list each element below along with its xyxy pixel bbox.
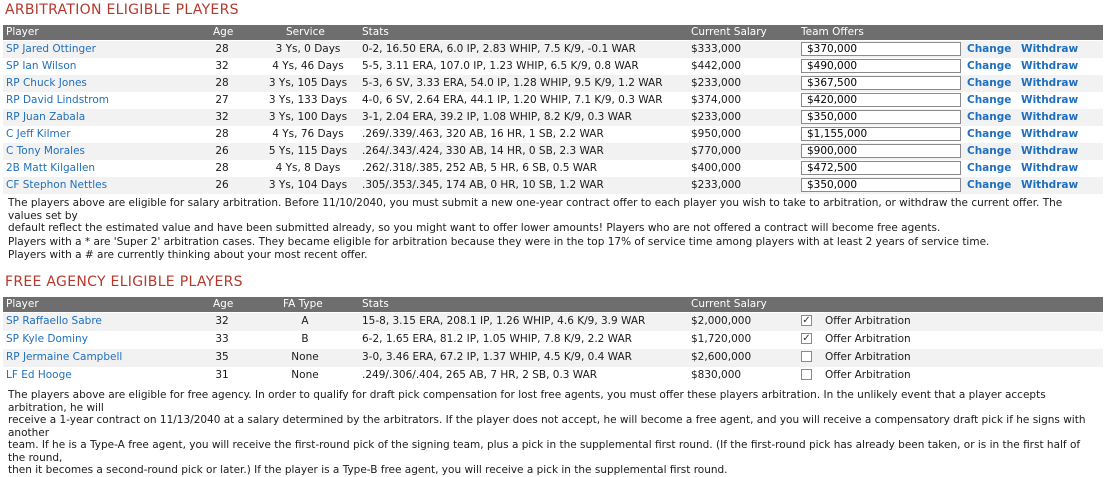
free-agency-note-line: receive a 1-year contract on 11/13/2040 at a salary determined by the arbitrators. If the player does not accept, he will become a free agent, and you will receive a compensatory draft pick if he signs with another [8, 414, 1086, 439]
player-age: 33 [215, 333, 229, 345]
change-offer-link[interactable]: Change [967, 128, 1012, 140]
change-offer-link[interactable]: Change [967, 162, 1012, 174]
withdraw-offer-link[interactable]: Withdraw [1021, 111, 1079, 123]
col-stats[interactable]: Stats [362, 298, 389, 310]
super2-note [8, 236, 1098, 261]
player-service: 4 Ys, 8 Days [275, 162, 341, 174]
col-team-offers[interactable]: Team Offers [801, 26, 864, 38]
arbitration-note-line: The players above are eligible for salary arbitration. Before 11/10/2040, you must submit a new one-year contract offer to each player you wish to take to arbitration, or withdraw the current offer. The values set by [8, 197, 1063, 222]
super2-note-line: Players with a * are 'Super 2' arbitration cases. They became eligible for arbitration because they were in the top 17% of service time among players with at least 2 years of service time. [8, 236, 990, 248]
player-service: 4 Ys, 76 Days [272, 128, 344, 140]
current-salary: $400,000 [691, 162, 742, 174]
free-agency-note-line: then it becomes a second-round pick or later.) If the player is a Type-B free agent, you will receive a pick in the supplemental first round. [8, 464, 728, 476]
fa-type: B [301, 333, 309, 345]
free-agency-note [8, 389, 1098, 477]
change-offer-link[interactable]: Change [967, 94, 1012, 106]
player-stats: .249/.306/.404, 265 AB, 7 HR, 2 SB, 0.3 WAR [362, 369, 598, 381]
change-offer-link[interactable]: Change [967, 145, 1012, 157]
current-salary: $233,000 [691, 111, 742, 123]
team-offer-input[interactable] [801, 93, 961, 107]
withdraw-offer-link[interactable]: Withdraw [1021, 77, 1079, 89]
withdraw-offer-link[interactable]: Withdraw [1021, 94, 1079, 106]
player-age: 26 [215, 145, 229, 157]
arbitration-section-title: ARBITRATION ELIGIBLE PLAYERS [5, 2, 239, 18]
free-agency-section-title: FREE AGENCY ELIGIBLE PLAYERS [5, 274, 243, 290]
player-service: 3 Ys, 0 Days [275, 43, 341, 55]
player-age: 27 [215, 94, 229, 106]
player-service: 4 Ys, 46 Days [272, 60, 344, 72]
current-salary: $233,000 [691, 77, 742, 89]
arbitration-row [3, 109, 1103, 126]
current-salary: $2,000,000 [691, 315, 752, 327]
current-salary: $374,000 [691, 94, 742, 106]
free-agent-row [3, 349, 1103, 367]
team-offer-input[interactable] [801, 127, 961, 141]
change-offer-link[interactable]: Change [967, 77, 1012, 89]
current-salary: $830,000 [691, 369, 742, 381]
col-stats[interactable]: Stats [362, 26, 389, 38]
player-stats: 0-2, 16.50 ERA, 6.0 IP, 2.83 WHIP, 7.5 K/9, -0.1 WAR [362, 43, 636, 55]
arbitration-note [8, 197, 1098, 235]
player-name-link[interactable]: RP Chuck Jones [6, 77, 87, 89]
col-age[interactable]: Age [213, 298, 234, 310]
player-service: 3 Ys, 133 Days [268, 94, 348, 106]
current-salary: $1,720,000 [691, 333, 752, 345]
offer-arbitration-checkbox[interactable] [801, 351, 812, 362]
offer-arbitration-label[interactable]: Offer Arbitration [825, 351, 911, 363]
player-service: 5 Ys, 115 Days [268, 145, 348, 157]
col-service[interactable]: Service [286, 26, 325, 38]
player-name-link[interactable]: RP Jermaine Campbell [6, 351, 123, 363]
offer-arbitration-checkbox[interactable]: ✓ [802, 315, 811, 326]
player-age: 32 [215, 60, 229, 72]
col-player[interactable]: Player [6, 298, 39, 310]
team-offer-input[interactable] [801, 59, 961, 73]
change-offer-link[interactable]: Change [967, 43, 1012, 55]
free-agent-row [3, 331, 1103, 349]
withdraw-offer-link[interactable]: Withdraw [1021, 60, 1079, 72]
player-age: 28 [215, 77, 229, 89]
fa-type: None [291, 369, 319, 381]
player-name-link[interactable]: C Jeff Kilmer [6, 128, 71, 140]
player-service: 3 Ys, 105 Days [268, 77, 348, 89]
player-name-link[interactable]: CF Stephon Nettles [6, 179, 108, 191]
player-service: 3 Ys, 104 Days [268, 179, 348, 191]
col-salary[interactable]: Current Salary [691, 298, 767, 310]
player-stats: 4-0, 6 SV, 2.64 ERA, 44.1 IP, 1.20 WHIP, 7.1 K/9, 0.3 WAR [362, 94, 663, 106]
player-name-link[interactable]: LF Ed Hooge [6, 369, 72, 381]
fa-type: None [291, 351, 319, 363]
player-stats: 15-8, 3.15 ERA, 208.1 IP, 1.26 WHIP, 4.6 K/9, 3.9 WAR [362, 315, 646, 327]
change-offer-link[interactable]: Change [967, 179, 1012, 191]
arbitration-row [3, 143, 1103, 160]
player-stats: 6-2, 1.65 ERA, 81.2 IP, 1.05 WHIP, 7.8 K/9, 2.2 WAR [362, 333, 632, 345]
withdraw-offer-link[interactable]: Withdraw [1021, 145, 1079, 157]
arbitration-row [3, 75, 1103, 92]
col-age[interactable]: Age [213, 26, 234, 38]
arbitration-row [3, 126, 1103, 143]
player-name-link[interactable]: SP Kyle Dominy [6, 333, 88, 345]
team-offer-input[interactable] [801, 161, 961, 175]
player-name-link[interactable]: RP Juan Zabala [6, 111, 86, 123]
player-stats: 5-3, 6 SV, 3.33 ERA, 54.0 IP, 1.28 WHIP, 9.5 K/9, 1.2 WAR [362, 77, 663, 89]
team-offer-input[interactable] [801, 110, 961, 124]
player-age: 31 [215, 369, 229, 381]
current-salary: $233,000 [691, 179, 742, 191]
arbitration-row [3, 160, 1103, 177]
team-offer-input[interactable] [801, 42, 961, 56]
player-name-link[interactable]: SP Ian Wilson [6, 60, 77, 72]
player-age: 28 [215, 128, 229, 140]
arbitration-row [3, 177, 1103, 194]
col-fa-type[interactable]: FA Type [283, 298, 323, 310]
col-salary[interactable]: Current Salary [691, 26, 767, 38]
player-age: 28 [215, 162, 229, 174]
current-salary: $333,000 [691, 43, 742, 55]
current-salary: $442,000 [691, 60, 742, 72]
player-stats: .262/.318/.385, 252 AB, 5 HR, 6 SB, 0.5 WAR [362, 162, 598, 174]
team-offer-input[interactable] [801, 144, 961, 158]
team-offer-input[interactable] [801, 178, 961, 192]
offer-arbitration-label[interactable]: Offer Arbitration [825, 369, 911, 381]
free-agency-table-header [3, 297, 1103, 312]
withdraw-offer-link[interactable]: Withdraw [1021, 128, 1079, 140]
player-stats: 5-5, 3.11 ERA, 107.0 IP, 1.23 WHIP, 6.5 K/9, 0.8 WAR [362, 60, 639, 72]
withdraw-offer-link[interactable]: Withdraw [1021, 43, 1079, 55]
free-agency-note-line: team. If he is a Type-A free agent, you will receive the first-round pick of the signing team, plus a pick in the supplemental first round. (If the first-round pick has already been taken, or is in the first half of the round, [8, 439, 1081, 464]
player-name-link[interactable]: RP David Lindstrom [6, 94, 110, 106]
player-stats: .305/.353/.345, 174 AB, 0 HR, 10 SB, 1.2 WAR [362, 179, 604, 191]
arbitration-row [3, 58, 1103, 75]
free-agency-note-line: The players above are eligible for free agency. In order to qualify for draft pick compensation for lost free agents, you must offer these players arbitration. In the unlikely event that a player accepts arbitration, he will [8, 389, 1046, 414]
current-salary: $950,000 [691, 128, 742, 140]
offer-arbitration-label[interactable]: Offer Arbitration [825, 333, 911, 345]
player-name-link[interactable]: C Tony Morales [6, 145, 86, 157]
player-stats: 3-0, 3.46 ERA, 67.2 IP, 1.37 WHIP, 4.5 K/9, 0.4 WAR [362, 351, 632, 363]
withdraw-offer-link[interactable]: Withdraw [1021, 162, 1079, 174]
offer-arbitration-checkbox[interactable] [801, 369, 812, 380]
arbitration-table-header [3, 25, 1103, 40]
change-offer-link[interactable]: Change [967, 111, 1012, 123]
fa-type: A [301, 315, 309, 327]
current-salary: $2,600,000 [691, 351, 752, 363]
arbitration-note-line: default reflect the estimated value and have been submitted already, so you might want to offer lower amounts! Players who are not offered a contract will become free agents. [8, 222, 941, 234]
player-name-link[interactable]: 2B Matt Kilgallen [6, 162, 96, 174]
player-age: 35 [215, 351, 229, 363]
team-offer-input[interactable] [801, 76, 961, 90]
change-offer-link[interactable]: Change [967, 60, 1012, 72]
player-age: 28 [215, 43, 229, 55]
current-salary: $770,000 [691, 145, 742, 157]
withdraw-offer-link[interactable]: Withdraw [1021, 179, 1079, 191]
free-agent-row [3, 313, 1103, 331]
col-player[interactable]: Player [6, 26, 39, 38]
player-service: 3 Ys, 100 Days [268, 111, 348, 123]
player-name-link[interactable]: SP Jared Ottinger [6, 43, 96, 55]
player-age: 32 [215, 315, 229, 327]
free-agent-row [3, 367, 1103, 385]
arbitration-row [3, 41, 1103, 58]
player-stats: .269/.339/.463, 320 AB, 16 HR, 1 SB, 2.2 WAR [362, 128, 604, 140]
offer-arbitration-checkbox[interactable]: ✓ [802, 333, 811, 344]
offer-arbitration-label[interactable]: Offer Arbitration [825, 315, 911, 327]
pending-note-line: Players with a # are currently thinking about your most recent offer. [8, 248, 368, 261]
player-age: 32 [215, 111, 229, 123]
arbitration-row [3, 92, 1103, 109]
player-stats: 3-1, 2.04 ERA, 39.2 IP, 1.08 WHIP, 8.2 K/9, 0.3 WAR [362, 111, 632, 123]
player-name-link[interactable]: SP Raffaello Sabre [6, 315, 102, 327]
player-age: 26 [215, 179, 229, 191]
player-stats: .264/.343/.424, 330 AB, 14 HR, 0 SB, 2.3 WAR [362, 145, 604, 157]
